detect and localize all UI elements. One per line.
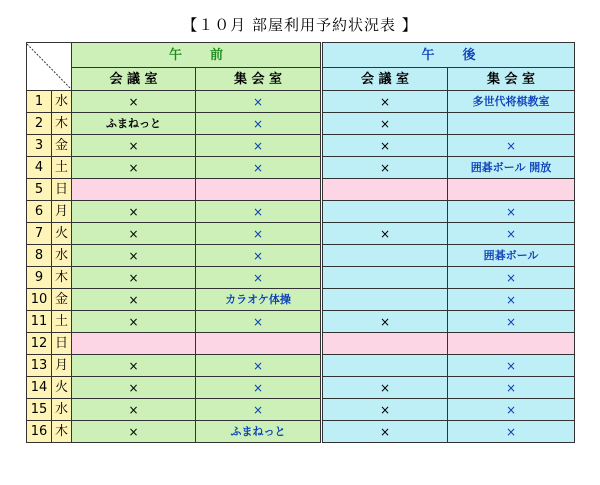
date-cell: 15	[27, 399, 52, 421]
booking-cell-pm-meeting-room	[322, 201, 448, 223]
booking-cell-pm-assembly-hall: ×	[448, 201, 575, 223]
booking-cell-am-meeting-room: ×	[72, 377, 196, 399]
table-row	[27, 377, 575, 399]
date-cell: 16	[27, 421, 52, 443]
booking-cell-pm-assembly-hall: ×	[448, 223, 575, 245]
booking-cell-pm-meeting-room	[322, 289, 448, 311]
booking-cell-pm-assembly-hall: ×	[448, 311, 575, 333]
weekday-cell: 水	[52, 91, 72, 113]
booking-cell-pm-assembly-hall: ×	[448, 135, 575, 157]
weekday-cell: 水	[52, 245, 72, 267]
booking-cell-am-meeting-room: ×	[72, 91, 196, 113]
date-cell: 10	[27, 289, 52, 311]
booking-cell-pm-assembly-hall: ×	[448, 399, 575, 421]
booking-cell-am-meeting-room: ×	[72, 421, 196, 443]
booking-cell-pm-meeting-room: ×	[322, 113, 448, 135]
booking-cell-pm-meeting-room	[322, 179, 448, 201]
booking-cell-pm-meeting-room: ×	[322, 157, 448, 179]
date-cell: 12	[27, 333, 52, 355]
booking-cell-am-assembly-hall: ×	[196, 311, 322, 333]
booking-cell-am-meeting-room	[72, 179, 196, 201]
table-row	[27, 179, 575, 201]
date-cell: 2	[27, 113, 52, 135]
booking-cell-pm-meeting-room: ×	[322, 399, 448, 421]
weekday-cell: 木	[52, 267, 72, 289]
booking-cell-am-assembly-hall: ×	[196, 201, 322, 223]
booking-cell-am-meeting-room: ×	[72, 399, 196, 421]
booking-cell-pm-meeting-room: ×	[322, 135, 448, 157]
booking-cell-am-assembly-hall	[196, 179, 322, 201]
booking-cell-pm-assembly-hall: ×	[448, 421, 575, 443]
room-header-row	[27, 68, 575, 91]
booking-cell-am-assembly-hall: ×	[196, 113, 322, 135]
table-row	[27, 223, 575, 245]
table-row	[27, 245, 575, 267]
booking-cell-am-meeting-room: ふまねっと	[72, 113, 196, 135]
booking-cell-pm-meeting-room	[322, 333, 448, 355]
booking-cell-pm-assembly-hall	[448, 113, 575, 135]
diagonal-divider-icon	[27, 44, 72, 90]
room-header-am-assembly: 集 会 室	[196, 68, 322, 91]
booking-cell-am-assembly-hall: カラオケ体操	[196, 289, 322, 311]
afternoon-label-2: 後	[462, 47, 476, 63]
booking-cell-am-assembly-hall: ×	[196, 223, 322, 245]
page-title: 【１０月 部屋利用予約状況表 】	[182, 16, 418, 34]
morning-header	[72, 43, 322, 68]
table-row	[27, 135, 575, 157]
booking-cell-am-meeting-room: ×	[72, 245, 196, 267]
booking-cell-pm-meeting-room	[322, 355, 448, 377]
booking-cell-am-assembly-hall: ×	[196, 377, 322, 399]
booking-cell-am-assembly-hall: ふまねっと	[196, 421, 322, 443]
booking-cell-am-assembly-hall: ×	[196, 245, 322, 267]
date-cell: 4	[27, 157, 52, 179]
table-row	[27, 113, 575, 135]
booking-cell-pm-assembly-hall	[448, 333, 575, 355]
morning-label-2: 前	[210, 47, 224, 63]
booking-cell-am-assembly-hall: ×	[196, 399, 322, 421]
booking-cell-pm-assembly-hall: ×	[448, 267, 575, 289]
booking-cell-am-meeting-room: ×	[72, 135, 196, 157]
booking-cell-am-assembly-hall: ×	[196, 355, 322, 377]
weekday-cell: 水	[52, 399, 72, 421]
booking-cell-pm-assembly-hall: 囲碁ボール 開放	[448, 157, 575, 179]
booking-cell-pm-meeting-room: ×	[322, 377, 448, 399]
table-row	[27, 355, 575, 377]
booking-cell-pm-assembly-hall	[448, 179, 575, 201]
booking-cell-pm-assembly-hall: 囲碁ボール	[448, 245, 575, 267]
weekday-cell: 金	[52, 135, 72, 157]
table-row	[27, 267, 575, 289]
weekday-cell: 金	[52, 289, 72, 311]
weekday-cell: 火	[52, 377, 72, 399]
date-cell: 3	[27, 135, 52, 157]
booking-cell-pm-meeting-room: ×	[322, 91, 448, 113]
weekday-cell: 日	[52, 333, 72, 355]
booking-cell-am-meeting-room: ×	[72, 311, 196, 333]
section-header-row	[27, 43, 575, 68]
table-row	[27, 289, 575, 311]
date-cell: 6	[27, 201, 52, 223]
booking-cell-am-meeting-room	[72, 333, 196, 355]
weekday-cell: 土	[52, 157, 72, 179]
table-row	[27, 201, 575, 223]
reservation-table	[26, 42, 575, 443]
room-header-am-meeting: 会 議 室	[72, 68, 196, 91]
booking-cell-pm-assembly-hall: 多世代将棋教室	[448, 91, 575, 113]
morning-label-1: 午	[168, 47, 182, 63]
weekday-cell: 火	[52, 223, 72, 245]
weekday-cell: 日	[52, 179, 72, 201]
corner-cell	[27, 43, 72, 91]
room-header-pm-assembly: 集 会 室	[448, 68, 575, 91]
booking-cell-pm-assembly-hall: ×	[448, 355, 575, 377]
booking-cell-am-assembly-hall: ×	[196, 135, 322, 157]
table-row	[27, 333, 575, 355]
booking-cell-am-assembly-hall	[196, 333, 322, 355]
weekday-cell: 月	[52, 201, 72, 223]
booking-cell-am-meeting-room: ×	[72, 355, 196, 377]
date-cell: 7	[27, 223, 52, 245]
booking-cell-am-meeting-room: ×	[72, 223, 196, 245]
booking-cell-am-assembly-hall: ×	[196, 157, 322, 179]
date-cell: 8	[27, 245, 52, 267]
afternoon-label-1: 午	[421, 47, 435, 63]
booking-cell-pm-assembly-hall: ×	[448, 377, 575, 399]
booking-cell-am-assembly-hall: ×	[196, 91, 322, 113]
table-row	[27, 157, 575, 179]
table-row	[27, 421, 575, 443]
weekday-cell: 木	[52, 421, 72, 443]
date-cell: 14	[27, 377, 52, 399]
booking-cell-pm-meeting-room: ×	[322, 421, 448, 443]
table-row	[27, 91, 575, 113]
weekday-cell: 木	[52, 113, 72, 135]
weekday-cell: 土	[52, 311, 72, 333]
booking-cell-am-meeting-room: ×	[72, 157, 196, 179]
room-header-pm-meeting: 会 議 室	[322, 68, 448, 91]
date-cell: 9	[27, 267, 52, 289]
booking-cell-pm-assembly-hall: ×	[448, 289, 575, 311]
table-row	[27, 399, 575, 421]
booking-cell-am-assembly-hall: ×	[196, 267, 322, 289]
booking-cell-am-meeting-room: ×	[72, 289, 196, 311]
date-cell: 5	[27, 179, 52, 201]
date-cell: 13	[27, 355, 52, 377]
date-cell: 1	[27, 91, 52, 113]
booking-cell-am-meeting-room: ×	[72, 201, 196, 223]
date-cell: 11	[27, 311, 52, 333]
booking-cell-am-meeting-room: ×	[72, 267, 196, 289]
afternoon-header	[322, 43, 575, 68]
booking-cell-pm-meeting-room	[322, 267, 448, 289]
booking-cell-pm-meeting-room: ×	[322, 311, 448, 333]
booking-cell-pm-meeting-room: ×	[322, 223, 448, 245]
table-row	[27, 311, 575, 333]
weekday-cell: 月	[52, 355, 72, 377]
booking-cell-pm-meeting-room	[322, 245, 448, 267]
